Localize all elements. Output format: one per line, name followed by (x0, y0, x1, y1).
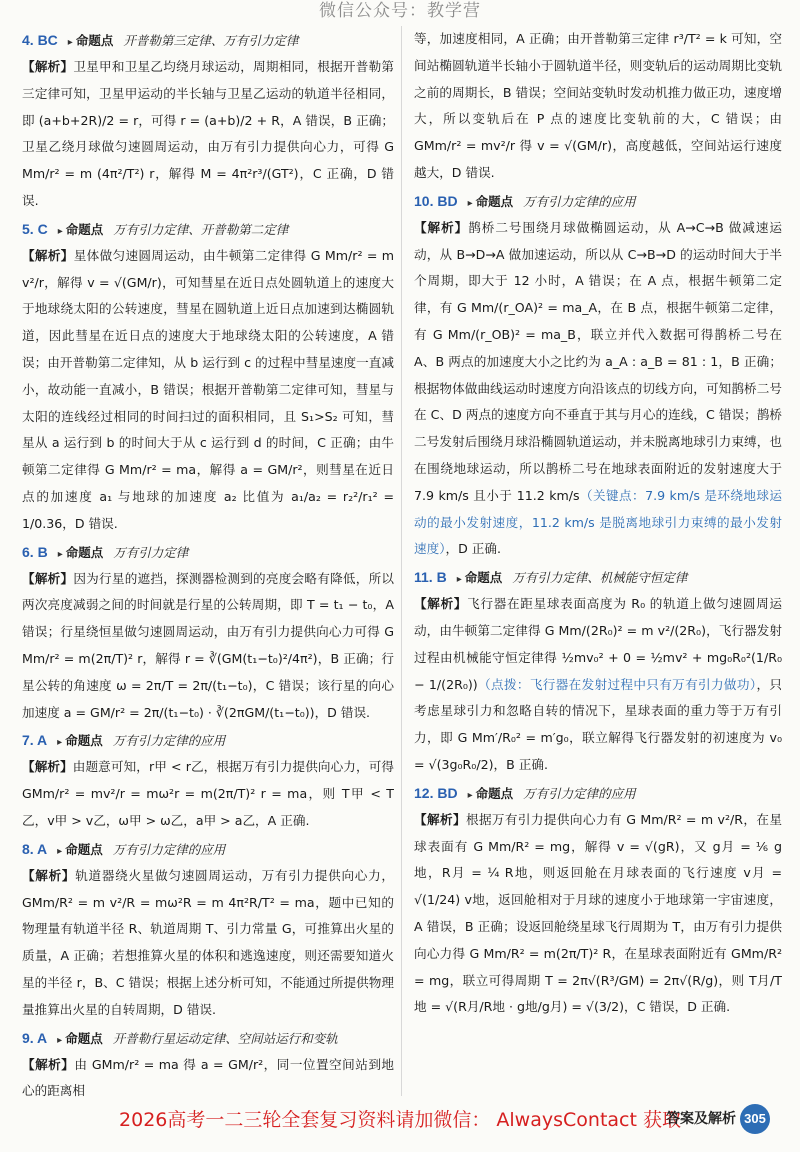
section-label: 答案及解析 (666, 1111, 736, 1127)
question-number: 9. A (22, 1029, 48, 1046)
question-number: 4. BC (22, 32, 58, 48)
analysis-text: 鹊桥二号围绕月球做椭圆运动，从 A→C→B 做减速运动，从 B→D→A 做加速运动，所以从 C→B→D 的运动时间大于半个周期，即大于 12 小时，A 错误；在 A 点，根据牛顿第二定律，有 G Mm/(r_OA)² = ma_A，在 B 点，根据牛顿第二定律，有 G Mm/(r_OB)² = ma_B，联立并代入数据可得鹊桥二号在 A、B 两点的加速度大小之比约为 a_A : a_B = 81 : 1，B 正确；根据物体做曲线运动时速度方向沿该点的切线方向，可知鹊桥二号在 C、D 两点的速度方向不垂直于其与月心的连线，C 错误；鹊桥二号发射后围绕月球沿椭圆轨道运动，并未脱离地球引力束缚，也在围绕地球运动，所以鹊桥二号在地球表面附近的发射速度大于 7.9 km/s 且小于 11.2 km/s (414, 219, 783, 503)
topic-text: 万有引力定律 (113, 544, 189, 560)
analysis-text: 星体做匀速圆周运动，由牛顿第二定律得 G Mm/r² = m v²/r，解得 v = √(GM/r)，可知彗星在近日点处圆轨道上的速度大于地球绕太阳的公转速度，彗星在圆轨道上近日点加速到达椭圆轨道，因此彗星在近日点的速度大于地球绕太阳的公转速度，A 错误；由开普勒第二定律知，从 b 运行到 c 的过程中彗星速度一直减小，故动能一直减小，B 错误；根据开普勒第二定律可知，彗星与太阳的连线经过相同的时间扫过的面积相同，且 S₁>S₂ 可知，彗星从 a 运行到 b 的时间大于从 c 运行到 d 的时间，C 正确；由牛顿第二定律得 G Mm/r² = ma，解得 a = GM/r²，则彗星在近日点的加速度 a₁ 与地球的加速度 a₂ 比值为 a₁/a₂ = r₂²/r₁² = 1/0.36，D 错误. (22, 247, 394, 531)
topic-text: 万有引力定律的应用 (112, 841, 226, 857)
analysis-text: 由 GMm/r² = ma 得 a = GM/r²，同一位置空间站到地心的距离相 (22, 1056, 394, 1099)
analysis-label: 【解析】 (22, 1056, 75, 1072)
answer-item (414, 192, 782, 563)
question-number: 7. A (22, 732, 48, 749)
continued-text: 等，加速度相同，A 正确；由开普勒第三定律 r³/T² = k 可知，空间站椭圆轨道半长轴小于圆轨道半径，则变轨后的运动周期比变轨之前的周期长，B 错误；空间站变轨时发动机推力做正功，速度增大，所以变轨后在 P 点的速度比变轨前的大，C 错误；由 GMm/r² = mv²/r 得 v = √(GM/r)，高度越低，空间站运行速度越大，D 错误. (414, 31, 782, 180)
analysis-label: 【解析】 (22, 759, 73, 775)
question-number: 11. B (414, 569, 447, 586)
topic-tag: ▸ 命题点 (58, 543, 104, 561)
promo-banner: 2026高考一二三轮全套复习资料请加微信： AlwaysContact 获取 (119, 1109, 681, 1131)
answer-item (22, 1029, 394, 1106)
topic-text: 万有引力定律的应用 (112, 733, 226, 749)
topic-tag: ▸ 命题点 (57, 1029, 103, 1047)
topic-tag: ▸ 命题点 (58, 220, 104, 238)
analysis-tail: ，只考虑星球引力和忽略自转的情况下，星球表面的重力等于万有引力，即 G Mm′/R₀² = m′g₀，联立解得飞行器发射的初速度为 v₀ = √(3g₀R₀/2)，B 正确. (414, 676, 783, 772)
analysis-label: 【解析】 (22, 59, 74, 74)
analysis-label: 【解析】 (22, 570, 74, 586)
topic-text: 万有引力定律、开普勒第二定律 (113, 221, 289, 237)
question-number: 8. A (22, 840, 48, 857)
answer-item (22, 31, 394, 215)
answer-item (22, 840, 394, 1024)
topic-tag: ▸ 命题点 (468, 192, 514, 210)
question-number: 5. C (22, 220, 48, 237)
analysis-text: 因为行星的遮挡，探测器检测到的亮度会略有降低，所以两次亮度减弱之间的时间就是行星的公转周期，即 T = t₁ − t₀，A 错误；行星绕恒星做匀速圆周运动，由万有引力提供向心力可得 G Mm/r² = m(2π/T)² r，解得 r = ∛(GM(t₁−t₀)²/4π²)，B 正确；行星公转的角速度 ω = 2π/T = 2π/(t₁−t₀)，C 错误；该行星的向心加速度 a = GM/r² = 2π/(t₁−t₀) · ∛(2πGM/(t₁−t₀))，D 错误. (22, 570, 394, 720)
analysis-label: 【解析】 (22, 247, 74, 263)
topic-tag: ▸ 命题点 (468, 784, 514, 802)
right-column (414, 26, 782, 1023)
answer-item (22, 731, 394, 834)
topic-text: 万有引力定律的应用 (523, 785, 636, 801)
analysis-text: 轨道器绕火星做匀速圆周运动，万有引力提供向心力，GMm/R² = m v²/R = mω²R = m 4π²R/T² = ma，题中已知的物理量有轨道半径 R、轨道周期 T、引力常量 G，可推算出火星的质量，A 正确；若想推算火星的体积和逃逸速度，则还需要知道火星的半径 r，B、C 错误；根据上述分析可知，不能通过所提供物理量推算出火星的自转周期，D 错误. (22, 867, 395, 1017)
analysis-text: 由题意可知，r甲 < r乙，根据万有引力提供向心力，可得 GMm/r² = mv²/r = mω²r = m(2π/T)² r = ma，则 T甲 < T乙，v甲 > v乙，ω甲 > ω乙，a甲 > a乙，A 正确. (22, 759, 394, 828)
analysis-text: 根据万有引力提供向心力有 G Mm/R² = m v²/R，在星球表面有 G Mm/R² = mg，解得 v = √(gR)，又 g月 = ⅙ g地，R月 = ¼ R地，则返回舱在月球表面的飞行速度 v月 = √(1/24) v地，返回舱相对于月球的速度小于地球第一宇宙速度，A 错误，B 正确；设返回舱绕星球飞行周期为 T，由万有引力提供向心力得 G Mm/R² = m(2π/T)² R，在星球表面附近有 GMm/R² = mg，联立可得周期 T = 2π√(R³/GM) = 2π√(R/g)，则 T月/T地 = √(R月/R地 · g地/g月) = √(3/2)，C 错误，D 正确. (414, 811, 783, 1015)
answer-item (22, 220, 394, 538)
left-column (22, 26, 394, 1107)
analysis-label: 【解析】 (414, 596, 468, 612)
analysis-label: 【解析】 (22, 867, 76, 883)
topic-text: 开普勒第三定律、万有引力定律 (123, 33, 299, 48)
answer-item (414, 568, 782, 779)
question-number: 12. BD (414, 784, 458, 801)
topic-tag: ▸ 命题点 (57, 840, 103, 858)
watermark: 微信公众号：教学营 (319, 1, 481, 21)
page-footer (0, 1102, 800, 1138)
question-number: 6. B (22, 543, 48, 560)
analysis-label: 【解析】 (414, 219, 469, 235)
key-point-note: （关键点：7.9 km/s 是环绕地球运动的最小发射速度，11.2 km/s 是脱离地球引力束缚的最小发射速度） (414, 487, 782, 557)
analysis-text: 卫星甲和卫星乙均绕月球运动，周期相同，根据开普勒第三定律可知，卫星甲运动的半长轴与卫星乙运动的轨道半径相同，即 (a+b+2R)/2 = r，可得 r = (a+b)/2 + R，A 错误，B 正确；卫星乙绕月球做匀速圆周运动，由万有引力提供向心力，可得 G Mm/r² = m (4π²/T²) r，解得 M = 4π²r³/(GT²)，C 正确，D 错误. (22, 59, 394, 208)
column-divider (401, 26, 402, 1096)
analysis-tail: ，D 正确. (445, 541, 501, 557)
answer-item (22, 543, 394, 727)
topic-text: 万有引力定律、机械能守恒定律 (512, 570, 688, 586)
topic-tag: ▸ 命题点 (457, 568, 503, 586)
topic-tag: ▸ 命题点 (68, 31, 114, 49)
page-number-badge: 305 (740, 1104, 770, 1134)
topic-text: 万有引力定律的应用 (523, 193, 636, 209)
answer-item (414, 784, 782, 1021)
topic-tag: ▸ 命题点 (57, 731, 103, 749)
hint-note: （点拨：飞行器在发射过程中只有万有引力做功） (477, 676, 757, 692)
question-number: 10. BD (414, 192, 458, 209)
analysis-label: 【解析】 (414, 811, 466, 827)
topic-text: 开普勒行星运动定律、空间站运行和变轨 (112, 1030, 338, 1046)
analysis-text: 飞行器在距星球表面高度为 R₀ 的轨道上做匀速圆周运动，由牛顿第二定律得 G Mm/(2R₀)² = m v²/(2R₀)，飞行器发射过程由机械能守恒定律得 ½mv₀² + 0 = ½mv² + mg₀R₀²(1/R₀ − 1/(2R₀)) (414, 596, 782, 692)
